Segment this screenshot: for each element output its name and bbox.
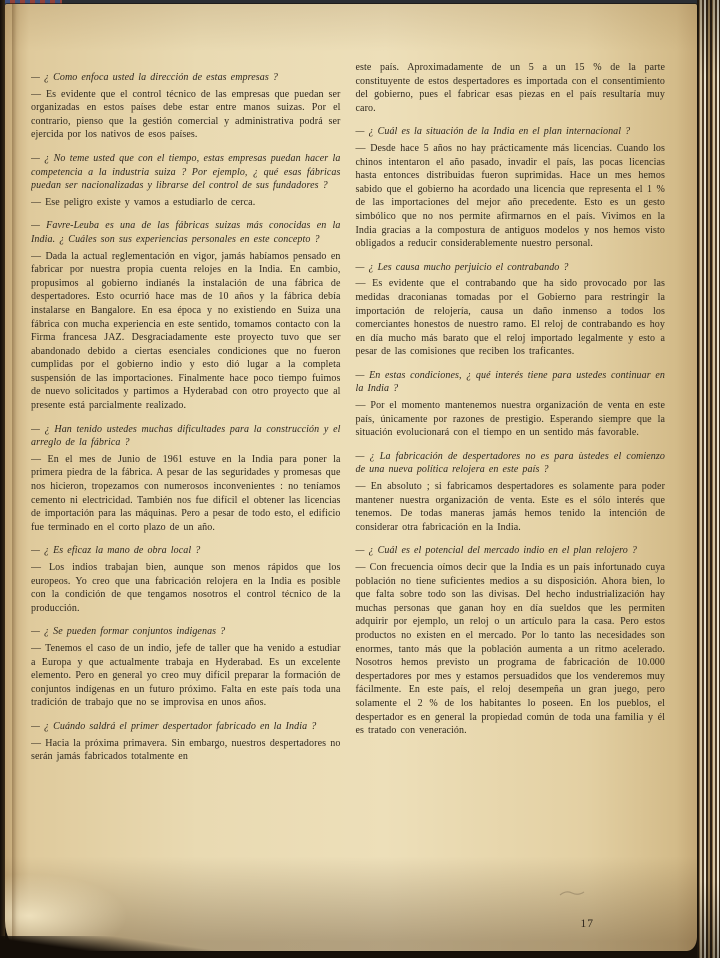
- interview-answer: — Es evidente que el contrabando que ha sido provocado por las medidas draconianas tomadas por el Gobierno para restringir la importación de relojería, causa un daño inmenso a todos los comerciantes honestos de nuestro ramo. El reloj de contrabando es hoy en día mucho más barato que el reloj importado legalmente y esto a pesar de las comisiones que reciben los traficantes.: [355, 278, 665, 358]
- page-stack-edge: [697, 0, 720, 958]
- interview-question: — ¿ Es eficaz la mano de obra local ?: [31, 545, 201, 557]
- interview-question: — ¿ La fabricación de despertadores no es para ùstedes el comienzo de una nueva política relojera en este país ?: [355, 450, 665, 476]
- interview-question: — ¿ Han tenido ustedes muchas dificultades para la construcción y el arreglo de la fábrica ?: [31, 423, 341, 449]
- interview-answer: — Es evidente que el control técnico de las empresas que puedan ser organizadas en estos países debe estar entre manos suizas. Por el contrario, pienso que la gestión comercial y administrativa podrá ser ejercida por los nativos de esos países.: [31, 88, 341, 141]
- interview-question: — ¿ Se pueden formar conjuntos indigenas ?: [31, 626, 226, 638]
- interview-question: — ¿ Como enfoca usted la dirección de estas empresas ?: [31, 72, 278, 83]
- interview-answer: — En el mes de Junio de 1961 estuve en la India para poner la primera piedra de la fábrica. A pesar de las seguridades y promesas que nos hicieron, tropezamos con numerosos inconvenientes : no teníamos cemento ni electricidad. También nos fue difícil el obtener las licencias de importación para las máquinas. Pero a pesar de todo esto, el edificio fue terminado en el corto plazo de un año.: [31, 453, 341, 533]
- page-fold-crease: [12, 4, 20, 951]
- page-number: 17: [580, 918, 594, 930]
- interview-answer: — Los indios trabajan bien, aunque son menos rápidos que los europeos. Yo creo que una fabricación relojera en la India es posible con la condición de que tengamos nosotros el control técnico de la producción.: [31, 562, 341, 614]
- article-body: [31, 61, 665, 913]
- magazine-page: [5, 4, 697, 951]
- interview-question: — En estas condiciones, ¿ qué interés tiene para ustedes continuar en la India ?: [355, 369, 665, 395]
- interview-answer: — Ese peligro existe y vamos a estudiarlo de cerca.: [31, 196, 256, 208]
- interview-answer: — Dada la actual reglementación en vigor, jamás habíamos pensado en fabricar por nuestra propia cuenta relojes en la India. En cambio, propusimos al gobierno indianés la instalación de una fábrica de despertadores. Esto ocurrió hace mas de 10 años y la fábrica debía instalarse en Bangalore. En esa época y no existiendo en Suiza una fábrica con mucha experiencia en este sentido, tomamos contacto con la Firma francesa JAZ. Desgraciadamente este proyecto tuvo que ser abandonado debido a ciertas esenciales condiciones que no fueron cumplidas por el gobierno indio y esto dió lugar a la completa suspensión de las importaciones. Finalmente hace poco tiempo fuimos de nuevo solicitados y partimos a Hyderabad con otro proyecto que al presente está parcialmente realizado.: [31, 250, 341, 412]
- interview-answer: este país. Aproximadamente de un 5 a un 15 % de la parte constituyente de estos despertadores es importada con el consentimiento del gobierno, pues el fabricar esas piezas en el país resultaría muy caro.: [355, 62, 665, 114]
- interview-question: — ¿ No teme usted que con el tiempo, estas empresas puedan hacer la competencia a la industria suiza ? Por ejemplo, ¿ qué esas fábricas puedan ser nacionalizadas y librarse del control de sus fundadores ?: [31, 152, 341, 192]
- interview-answer: — Tenemos el caso de un indio, jefe de taller que ha venido a estudiar a Europa y que actualmente trabaja en Hyderabad. Es un excelente elemento. Pero en general yo creo muy difícil preparar la formación de conjuntos indígenas en un futuro próximo. Falta en este país toda una tradición de trabajo que no se improvisa en unos años.: [31, 642, 341, 709]
- interview-question: — ¿ Les causa mucho perjuicio el contrabando ?: [355, 261, 569, 273]
- interview-answer: — Hacia la próxima primavera. Sin embargo, nuestros despertadores no serán jamás fabricados totalmente en: [31, 737, 341, 763]
- interview-question: — ¿ Cuál es la situación de la India en el plan internacional ?: [355, 126, 631, 138]
- interview-answer: — Desde hace 5 años no hay prácticamente más licencias. Cuando los chinos intentaron el año pasado, invadir el país, las pocas licencias hasta entonces distribuidas fueron suprimidas. Hace un mes hemos sabido que el gobierno ha acordado una licencia que representa el 1 % de las importaciones del mejor año precedente. Esto es un gesto simbólico que no nos permite afirmarnos en el país. Vivimos en la India gracias a la compostura de antiguos modelos y nos hemos visto obligados a reducir considerablemente nuestro personal.: [355, 142, 665, 250]
- interview-answer: — Con frecuencia oímos decir que la India es un país infortunado cuya población no tiene suficientes medios a su disposición. Ahora bien, lo que falta sobre todo son las divisas. Del hecho industrialización hay muchas personas que ganan hoy en día sueldos que les permiten adquirir por ejemplo, un reloj o un artículo para la casa. Pero estos productos no existen en el mercado. Por lo tanto las necesidades son enormes, tanto más que la población aumenta a un ritmo acelerado. Nosotros hemos previsto un programa de fabricación de 10.000 despertadores por mes y estamos persuadidos que los venderemos muy fácilmente. En este país, el reloj desempeña un gran juego, pero solamente el 2 % de los habitantes lo poseen. En los pueblos, el despertador es en general la propiedad común de toda una familia y él es tratado con veneración.: [355, 562, 665, 737]
- interview-answer: — Por el momento mantenemos nuestra organización de venta en este país, únicamente por razones de prestigio. Esperando siempre que la situación evolucionará con el tiempo en un sentido más favorable.: [355, 400, 665, 439]
- interview-question: — ¿ Cuál es el potencial del mercado indio en el plan relojero ?: [355, 545, 637, 557]
- pencil-mark: [559, 889, 585, 897]
- bottom-corner-shadow: [0, 936, 230, 958]
- interview-question: — Favre-Leuba es una de las fábricas suizas más conocidas en la India. ¿ Cuáles son sus experiencias personales en este concepto ?: [31, 220, 341, 245]
- interview-question: — ¿ Cuándo saldrá el primer despertador fabricado en la India ?: [31, 720, 317, 732]
- interview-answer: — En absoluto ; si fabricamos despertadores es solamente para poder mantener nuestra organización de venta. Este es el sólo interés que tenemos. De todas maneras jamás hemos tenido la intención de considerar otra fabricación en la India.: [355, 481, 665, 533]
- text-column-left: [31, 61, 341, 913]
- binding-left-edge: [0, 0, 5, 950]
- text-column-right: [356, 61, 666, 913]
